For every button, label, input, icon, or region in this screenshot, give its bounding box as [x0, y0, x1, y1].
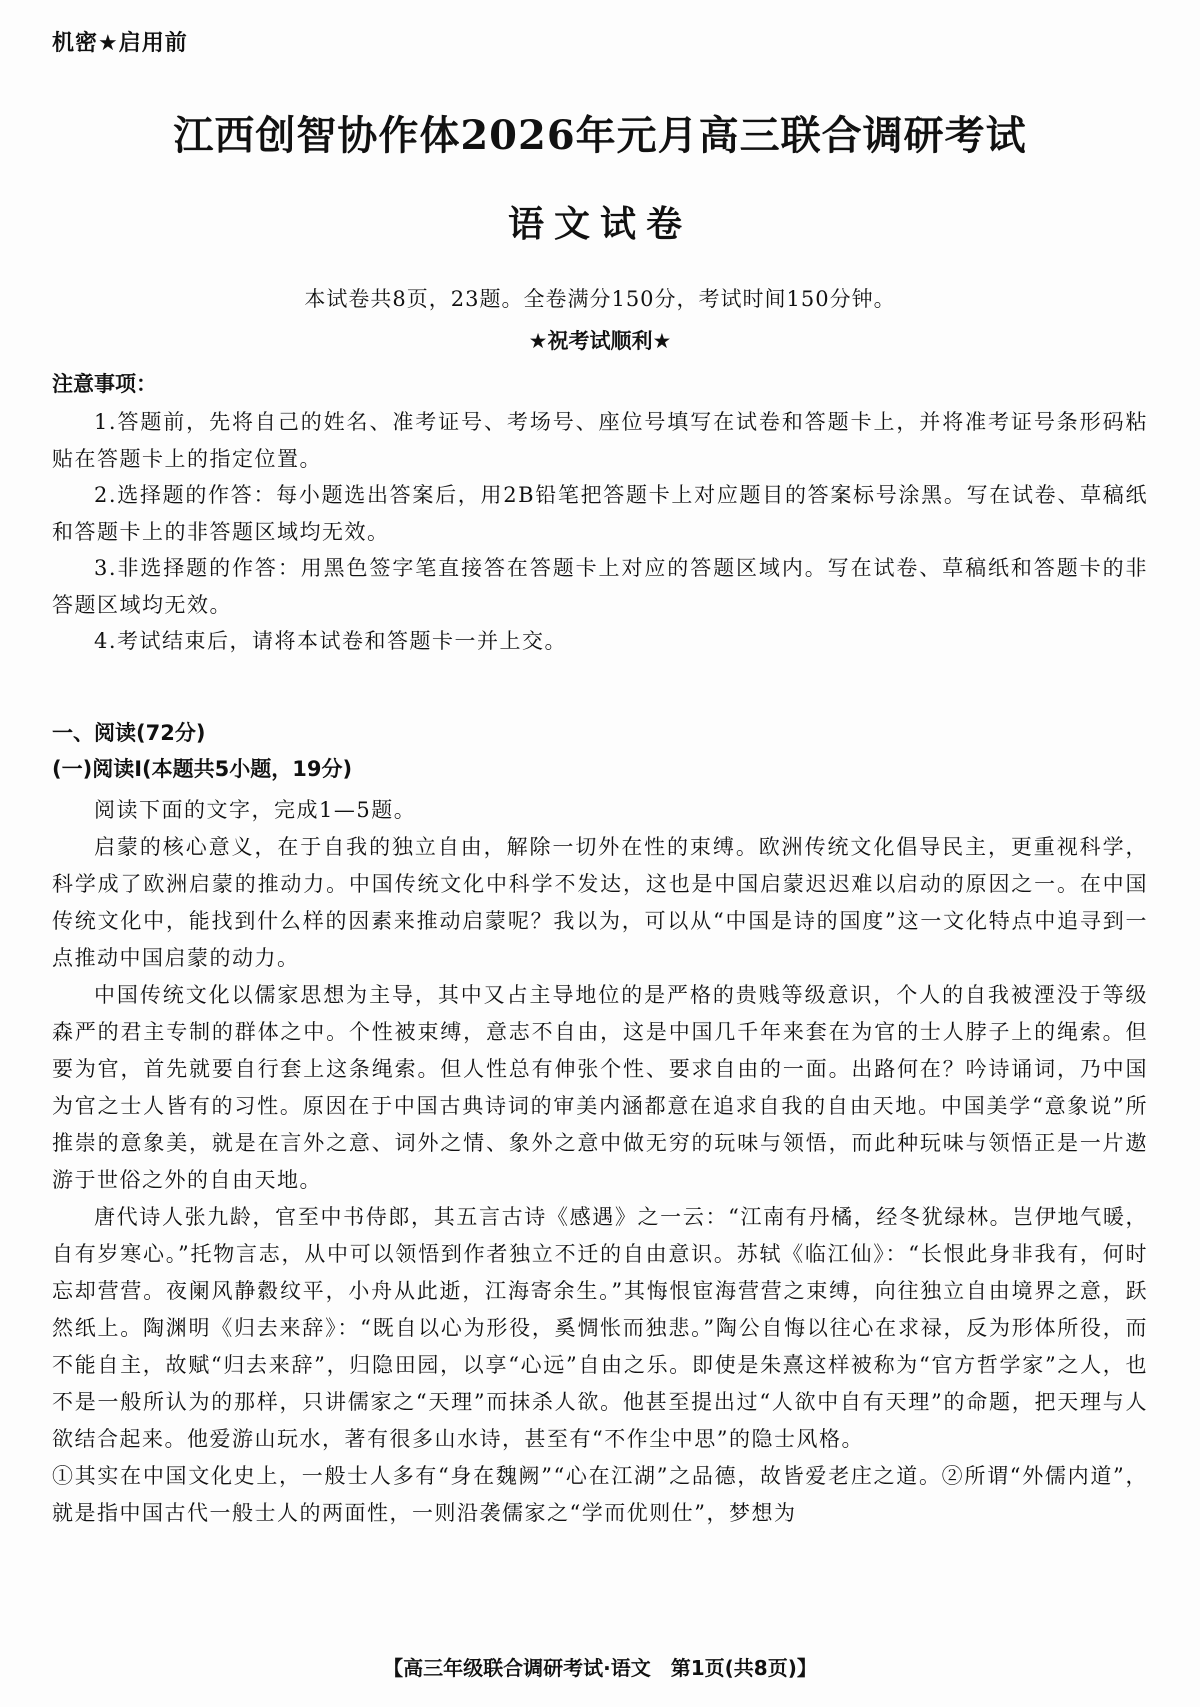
notes-heading: 注意事项： [52, 372, 157, 396]
passage-paragraph: 启蒙的核心意义，在于自我的独立自由，解除一切外在性的束缚。欧洲传统文化倡导民主，更重视科学，科学成了欧洲启蒙的推动力。中国传统文化中科学不发达，这也是中国启蒙迟迟难以启动的原因之一。在中国传统文化中，能找到什么样的因素来推动启蒙呢？我以为，可以从“中国是诗的国度”这一文化特点中追寻到一点推动中国启蒙的动力。 [52, 835, 1148, 970]
section-subheading: (一)阅读Ⅰ(本题共5小题，19分) [52, 757, 353, 781]
note-item: 2.选择题的作答：每小题选出答案后，用2B铅笔把答题卡上对应题目的答案标号涂黑。写在试卷、草稿纸和答题卡上的非答题区域均无效。 [52, 483, 1148, 544]
reading-instruction: 阅读下面的文字，完成1—5题。 [94, 798, 417, 822]
exam-title: 江西创智协作体2026年元月高三联合调研考试 [173, 112, 1027, 159]
section-heading: 一、阅读(72分) [52, 721, 206, 745]
exam-info: 本试卷共8页，23题。全卷满分150分，考试时间150分钟。 [304, 287, 896, 311]
passage-paragraph: 唐代诗人张九龄，官至中书侍郎，其五言古诗《感遇》之一云：“江南有丹橘，经冬犹绿林。岂伊地气暖，自有岁寒心。”托物言志，从中可以领悟到作者独立不迁的自由意识。苏轼《临江仙》：“长恨此身非我有，何时忘却营营。夜阑风静縠纹平，小舟从此逝，江海寄余生。”其悔恨宦海营营之束缚，向往独立自由境界之意，跃然纸上。陶渊明《归去来辞》：“既自以心为形役，奚惆怅而独悲。”陶公自悔以往心在求禄，反为形体所役，而不能自主，故赋“归去来辞”，归隐田园，以享“心远”自由之乐。即使是朱熹这样被称为“官方哲学家”之人，也不是一般所认为的那样，只讲儒家之“天理”而抹杀人欲。他甚至提出过“人欲中自有天理”的命题，把天理与人欲结合起来。他爱游山玩水，著有很多山水诗，甚至有“不作尘中思”的隐士风格。 [52, 1205, 1148, 1451]
note-item: 4.考试结束后，请将本试卷和答题卡一并上交。 [94, 629, 568, 653]
page-footer: 【高三年级联合调研考试·语文 第1页(共8页)】 [383, 1656, 817, 1680]
reading-passage [52, 792, 1148, 1532]
paper-subtitle: 语文试卷 [507, 204, 692, 245]
notes-list [52, 404, 1148, 660]
confidential-label: 机密★启用前 [52, 31, 188, 56]
passage-paragraph: ①其实在中国文化史上，一般士人多有“身在魏阙”“心在江湖”之品德，故皆爱老庄之道。②所谓“外儒内道”，就是指中国古代一般士人的两面性，一则沿袭儒家之“学而优则仕”，梦想为 [52, 1464, 1148, 1525]
note-item: 3.非选择题的作答：用黑色签字笔直接答在答题卡上对应的答题区域内。写在试卷、草稿纸和答题卡的非答题区域均无效。 [52, 556, 1148, 617]
passage-paragraph: 中国传统文化以儒家思想为主导，其中又占主导地位的是严格的贵贱等级意识，个人的自我被湮没于等级森严的君主专制的群体之中。个性被束缚，意志不自由，这是中国几千年来套在为官的士人脖子上的绳索。但要为官，首先就要自行套上这条绳索。但人性总有伸张个性、要求自由的一面。出路何在？吟诗诵词，乃中国为官之士人皆有的习性。原因在于中国古典诗词的审美内涵都意在追求自我的自由天地。中国美学“意象说”所推崇的意象美，就是在言外之意、词外之情、象外之意中做无穷的玩味与领悟，而此种玩味与领悟正是一片遨游于世俗之外的自由天地。 [52, 983, 1148, 1192]
good-luck-line: ★祝考试顺利★ [528, 329, 672, 353]
note-item: 1.答题前，先将自己的姓名、准考证号、考场号、座位号填写在试卷和答题卡上，并将准考证号条形码粘贴在答题卡上的指定位置。 [52, 410, 1148, 471]
